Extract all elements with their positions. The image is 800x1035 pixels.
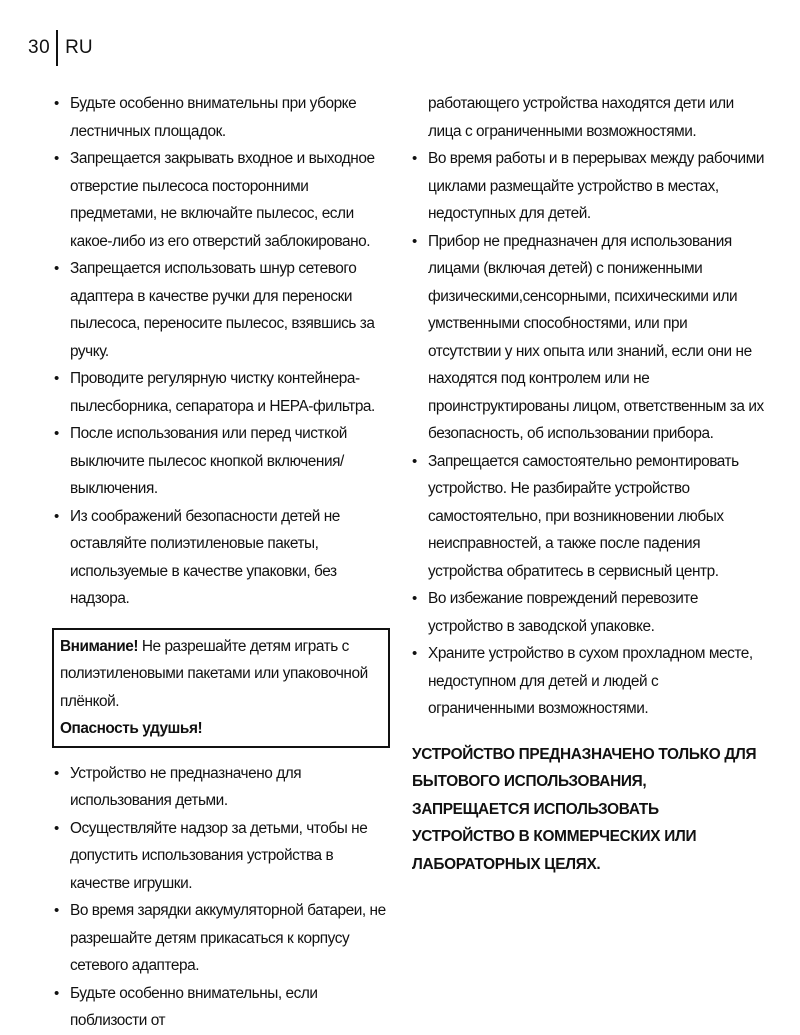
list-item: • После использования или перед чисткой выключите пылесос кнопкой включения/выключения. (54, 420, 394, 503)
list-item: • Осуществляйте надзор за детьми, чтобы не допустить использования устройства в качестве игрушки. (54, 815, 394, 898)
bullet-icon: • (54, 819, 59, 837)
right-column (412, 90, 764, 878)
warning-text: Не разрешайте детям играть с полиэтиленовыми пакетами или упаковочной плёнкой. (60, 637, 368, 710)
bullet-icon: • (54, 150, 59, 167)
danger-label: Опасность удушья! (60, 720, 203, 737)
list-item: • Устройство не предназначено для использования детьми. (54, 760, 394, 815)
safety-list-bottom (54, 760, 394, 1035)
header-divider (56, 30, 58, 66)
list-item: • Проводите регулярную чистку контейнера-пылесборника, сепаратора и HEPA-фильтра. (54, 365, 394, 420)
list-item: • Запрещается использовать шнур сетевого адаптера в качестве ручки для переноски пылесоса, переносите пылесос, взявшись за ручку. (54, 255, 394, 365)
list-item: • Храните устройство в сухом прохладном месте, недоступном для детей и людей с ограниченными возможностями. (412, 640, 764, 723)
list-item: • Из соображений безопасности детей не оставляйте полиэтиленовые пакеты, используемые в качестве упаковки, без надзора. (54, 503, 394, 613)
bullet-icon: • (412, 452, 417, 470)
list-item: • Во время работы и в перерывах между рабочими циклами размещайте устройство в местах, недоступных для детей. (412, 145, 764, 228)
left-column (54, 90, 394, 1035)
safety-list-right (412, 90, 764, 723)
bullet-icon: • (54, 95, 59, 112)
bullet-icon: • (54, 260, 59, 277)
list-item-continuation: работающего устройства находятся дети или лица с ограниченными возможностями. (428, 95, 734, 140)
list-item: • Во избежание повреждений перевозите устройство в заводской упаковке. (412, 585, 764, 640)
bullet-icon: • (54, 984, 59, 1002)
language-code: RU (65, 37, 93, 58)
list-item: • Будьте особенно внимательны при уборке лестничных площадок. (54, 90, 394, 145)
bullet-icon: • (54, 425, 59, 442)
bullet-icon: • (54, 507, 59, 525)
list-item: • Запрещается самостоятельно ремонтировать устройство. Не разбирайте устройство самостоятельно, при возникновении любых неисправностей, а также после падения устройства обратитесь в сервисный центр. (412, 448, 764, 586)
list-item: • Прибор не предназначен для использования лицами (включая детей) с пониженными физическими,сенсорными, психическими или умственными способностями, или при отсутствии у них опыта или знаний, если они не находятся под контролем или не проинструктированы лицом, ответственным за их безопасность, об использовании прибора. (412, 228, 764, 448)
bullet-icon: • (412, 590, 417, 607)
bullet-icon: • (412, 232, 417, 250)
household-use-notice: УСТРОЙСТВО ПРЕДНАЗНАЧЕНО ТОЛЬКО ДЛЯ БЫТОВОГО ИСПОЛЬЗОВАНИЯ, ЗАПРЕЩАЕТСЯ ИСПОЛЬЗОВАТЬ УСТРОЙСТВО В КОММЕРЧЕСКИХ ИЛИ ЛАБОРАТОРНЫХ ЦЕЛЯХ. (412, 745, 757, 873)
bullet-icon: • (54, 902, 59, 919)
page-number: 30 (28, 37, 51, 58)
safety-list-top (54, 90, 394, 613)
bullet-icon: • (54, 370, 59, 387)
warning-box (52, 628, 390, 748)
bullet-icon: • (54, 764, 59, 782)
page-header (28, 30, 93, 66)
bullet-icon: • (412, 150, 417, 167)
bullet-icon: • (412, 645, 417, 662)
list-item: • Во время зарядки аккумуляторной батареи, не разрешайте детям прикасаться к корпусу сетевого адаптера. (54, 897, 394, 980)
list-item: • Запрещается закрывать входное и выходное отверстие пылесоса посторонними предметами, не включайте пылесос, если какое-либо из его отверстий заблокировано. (54, 145, 394, 255)
warning-label: Внимание! (60, 637, 139, 655)
list-item: • Будьте особенно внимательны, если поблизости от (54, 980, 394, 1035)
